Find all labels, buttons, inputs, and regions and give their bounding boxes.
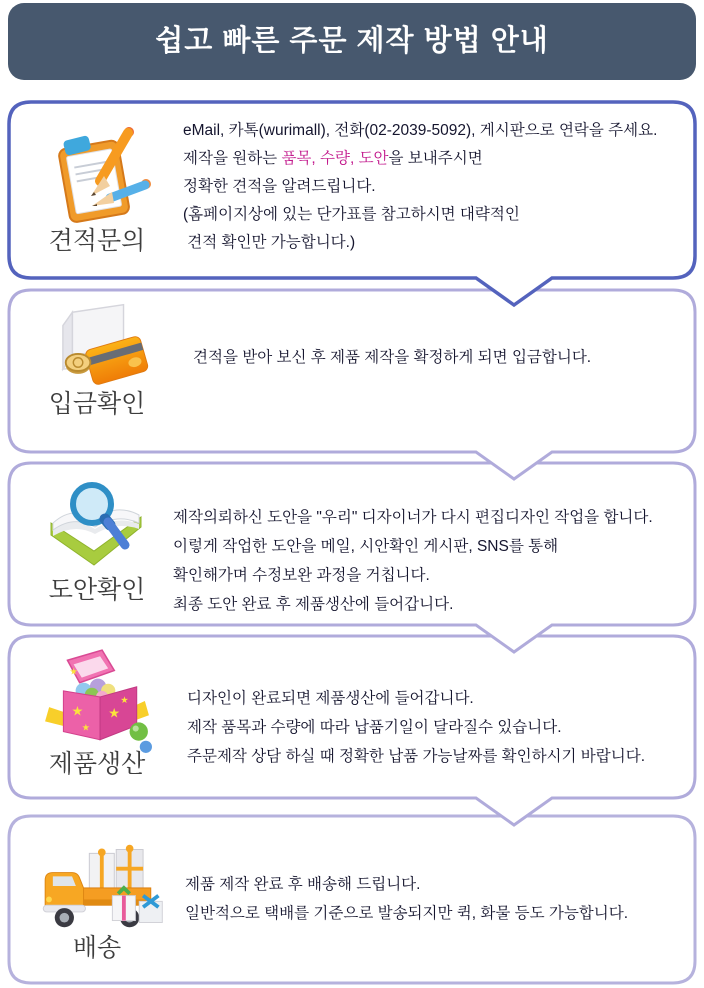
text-line: 제작의뢰하신 도안을 "우리" 디자이너가 다시 편집디자인 작업을 합니다. (173, 509, 653, 526)
step-description-quote (183, 117, 657, 257)
svg-text:★: ★ (81, 722, 90, 733)
page-title: 쉽고 빠른 주문 제작 방법 안내 (8, 3, 696, 80)
svg-text:★: ★ (108, 705, 121, 721)
step-label-production: 제품생산 (48, 750, 146, 778)
svg-text:★: ★ (120, 695, 129, 706)
delivery-truck-icon (29, 840, 165, 932)
text-line: 디자인이 완료되면 제품생산에 들어갑니다. (187, 690, 474, 707)
text-line: 이렇게 작업한 도안을 메일, 시안확인 게시판, SNS를 통해 (173, 538, 559, 555)
text-line: 주문제작 상담 하실 때 정확한 납품 가능날짜를 확인하시기 바랍니다. (187, 748, 646, 765)
text-line: (홈페이지상에 있는 단가표를 참고하시면 대략적인 (183, 206, 520, 223)
text-line: 견적 확인만 가능합니다.) (183, 234, 356, 251)
highlighted-keywords: 품목, 수량, 도안 (281, 150, 389, 167)
section-payment-confirm (7, 288, 697, 484)
step-label-payment: 입금확인 (48, 390, 146, 418)
step-label-delivery: 배송 (72, 934, 122, 962)
gift-box-icon (29, 654, 165, 746)
section-quote-inquiry (7, 100, 697, 312)
section-delivery (7, 814, 697, 986)
step-description-payment (193, 344, 591, 372)
section-production (7, 634, 697, 830)
text-line: 확인해가며 수정보완 과정을 거칩니다. (173, 567, 430, 584)
text-line: 최종 도안 완료 후 제품생산에 들어갑니다. (173, 596, 454, 613)
section-design-confirm (7, 461, 697, 657)
text-line: 정확한 견적을 알려드립니다. (183, 178, 376, 195)
text-line: 일반적으로 택배를 기준으로 발송되지만 퀵, 화물 등도 가능합니다. (185, 905, 629, 922)
svg-text:★: ★ (71, 703, 84, 719)
step-label-design: 도안확인 (48, 576, 146, 604)
svg-text:★: ★ (69, 666, 78, 677)
step-description-delivery (185, 870, 628, 928)
book-magnifier-icon (29, 477, 165, 571)
text-line: eMail, 카톡(wurimall), 전화(02-2039-5092), 게시판으로 연락을 주세요. (183, 122, 658, 139)
text-line: 제작 품목과 수량에 따라 납품기일이 달라질수 있습니다. (187, 719, 562, 736)
text-line (183, 145, 657, 173)
clipboard-pencils-icon (29, 124, 165, 228)
text-part: 을 보내주시면 (388, 150, 483, 167)
step-label-quote: 견적문의 (48, 227, 146, 255)
step-description-design (173, 503, 653, 619)
step-description-production (187, 684, 645, 771)
text-line: 견적을 받아 보신 후 제품 제작을 확정하게 되면 입금합니다. (193, 349, 592, 366)
text-part: 제작을 원하는 (183, 150, 282, 167)
text-line: 제품 제작 완료 후 배송해 드립니다. (185, 876, 421, 893)
bankbook-card-icon (29, 300, 165, 388)
